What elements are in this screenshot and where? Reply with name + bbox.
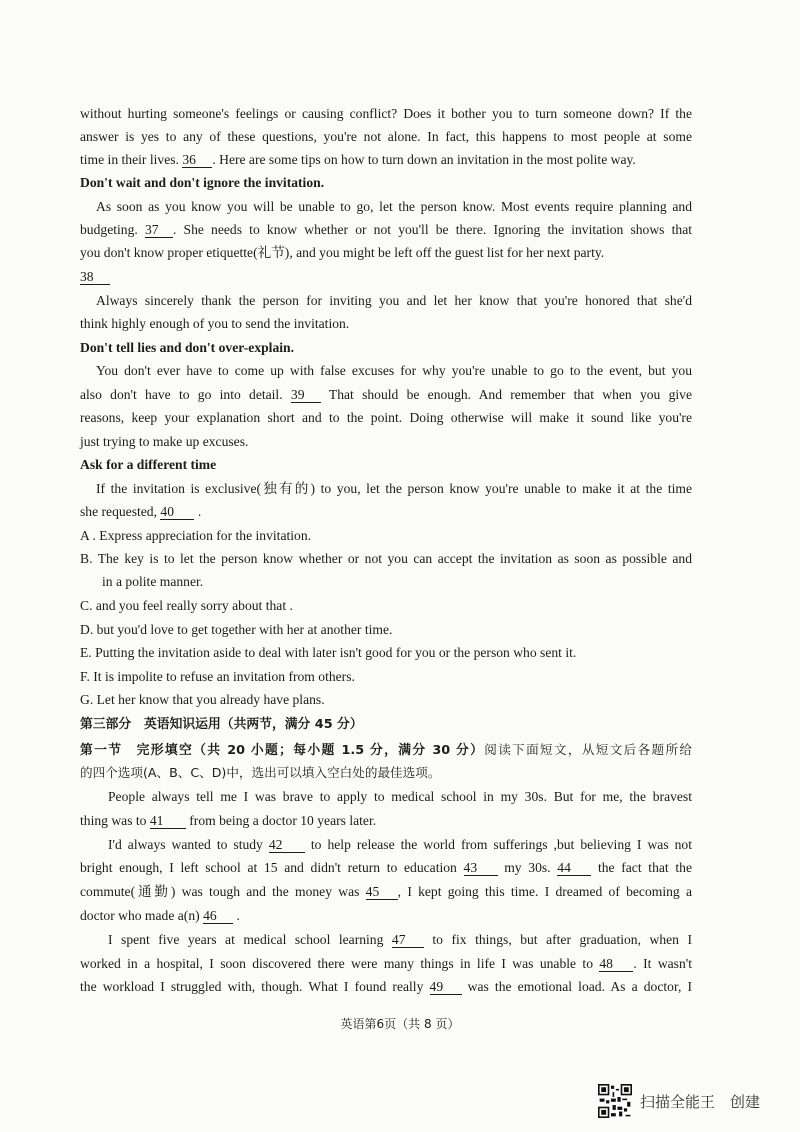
option-b-cont: in a polite manner.: [102, 574, 204, 589]
passage-line: thing was to 41 from being a doctor 10 years later.: [80, 813, 377, 828]
blank-36: 36: [182, 152, 212, 168]
section-heading: Don't wait and don't ignore the invitation.: [80, 175, 325, 190]
blank-48: 48: [599, 956, 633, 972]
passage-line: also don't have to go into detail. 39 That should be enough. And remember that when you give: [80, 387, 692, 402]
passage-line: think highly enough of you to send the invitation.: [80, 316, 350, 331]
passage-line: If the invitation is exclusive(独有的) to you, let the person know you're unable to make it at the time: [96, 481, 692, 496]
passage-line: worked in a hospital, I soon discovered there were many things in life I was unable to 48 . It wasn't: [80, 956, 692, 971]
passage-line: doctor who made a(n) 46 .: [80, 908, 240, 923]
passage-line: budgeting. 37 . She needs to know whether or not you'll be there. Ignoring the invitation shows that: [80, 222, 693, 237]
passage-line: I spent five years at medical school learning 47 to fix things, but after graduation, when I: [108, 932, 692, 947]
passage-line: she requested, 40 .: [80, 504, 202, 519]
blank-46: 46: [203, 908, 233, 924]
option-e: E. Putting the invitation aside to deal with later isn't good for you or the person who sent it.: [80, 645, 577, 660]
passage-line: the workload I struggled with, though. What I found really 49 was the emotional load. As a doctor, I: [80, 979, 692, 994]
option-d: D. but you'd love to get together with her at another time.: [80, 622, 393, 637]
blank-44: 44: [557, 860, 591, 876]
passage-line: Always sincerely thank the person for inviting you and let her know that you're honored that she'd: [96, 293, 692, 308]
passage-line: you don't know proper etiquette(礼节), and you might be left off the guest list for her next party.: [80, 245, 605, 260]
blank-40: 40: [160, 504, 194, 520]
blank-42: 42: [269, 837, 305, 853]
page-footer: 英语第6页（共 8 页）: [340, 1017, 460, 1031]
blank-39: 39: [291, 387, 321, 403]
blank-41: 41: [150, 813, 186, 829]
passage-line: You don't ever have to come up with false excuses for why you're unable to go to the event, but you: [96, 363, 692, 378]
option-c: C. and you feel really sorry about that .: [80, 598, 293, 613]
blank-47: 47: [392, 932, 424, 948]
blank-38: 38: [80, 269, 110, 285]
watermark-text: 扫描全能王 创建: [640, 1092, 761, 1111]
option-f: F. It is impolite to refuse an invitation from others.: [80, 669, 355, 684]
option-a: A . Express appreciation for the invitation.: [80, 528, 312, 543]
blank-43: 43: [464, 860, 498, 876]
passage-line: time in their lives. 36 . Here are some tips on how to turn down an invitation in the most polite way.: [80, 152, 636, 167]
passage-line: reasons, keep your explanation short and to the point. Doing otherwise will make it sound like you're: [80, 410, 692, 425]
section-instruction: 的四个选项(A、B、C、D)中，选出可以填入空白处的最佳选项。: [80, 765, 441, 780]
blank-37: 37: [145, 222, 173, 238]
option-g: G. Let her know that you already have plans.: [80, 692, 325, 707]
passage-line: I'd always wanted to study 42 to help release the world from sufferings ,but believing I was not: [108, 837, 692, 852]
blank-49: 49: [430, 979, 462, 995]
passage-line: commute(通勤) was tough and the money was 45 , I kept going this time. I dreamed of becoming a: [80, 884, 692, 899]
passage-line: [80, 268, 692, 286]
passage-line: As soon as you know you will be unable to go, let the person know. Most events require planning and: [96, 199, 692, 214]
part-heading: 第三部分 英语知识运用（共两节，满分 45 分）: [80, 717, 363, 732]
passage-line: bright enough, I left school at 15 and didn't return to education 43 my 30s. 44 the fact that the: [80, 860, 692, 875]
blank-45: 45: [366, 884, 398, 900]
section-heading: Ask for a different time: [80, 457, 217, 472]
passage-line: just trying to make up excuses.: [80, 434, 249, 449]
scanner-watermark: [598, 1084, 760, 1118]
qr-code-icon: [598, 1084, 632, 1118]
option-b: B. The key is to let the person know whether or not you can accept the invitation as soon as possible and: [80, 551, 692, 566]
passage-line: without hurting someone's feelings or causing conflict? Does it bother you to turn someone down? If the: [80, 106, 692, 121]
passage-line: answer is yes to any of these questions, you're not alone. In fact, this happens to most people at some: [80, 129, 692, 144]
section-heading: Don't tell lies and don't over-explain.: [80, 340, 294, 355]
passage-line: People always tell me I was brave to apply to medical school in my 30s. But for me, the bravest: [108, 789, 692, 804]
section-instruction: 第一节 完形填空（共 20 小题；每小题 1.5 分，满分 30 分）阅读下面短文，从短文后各题所给: [80, 742, 693, 758]
